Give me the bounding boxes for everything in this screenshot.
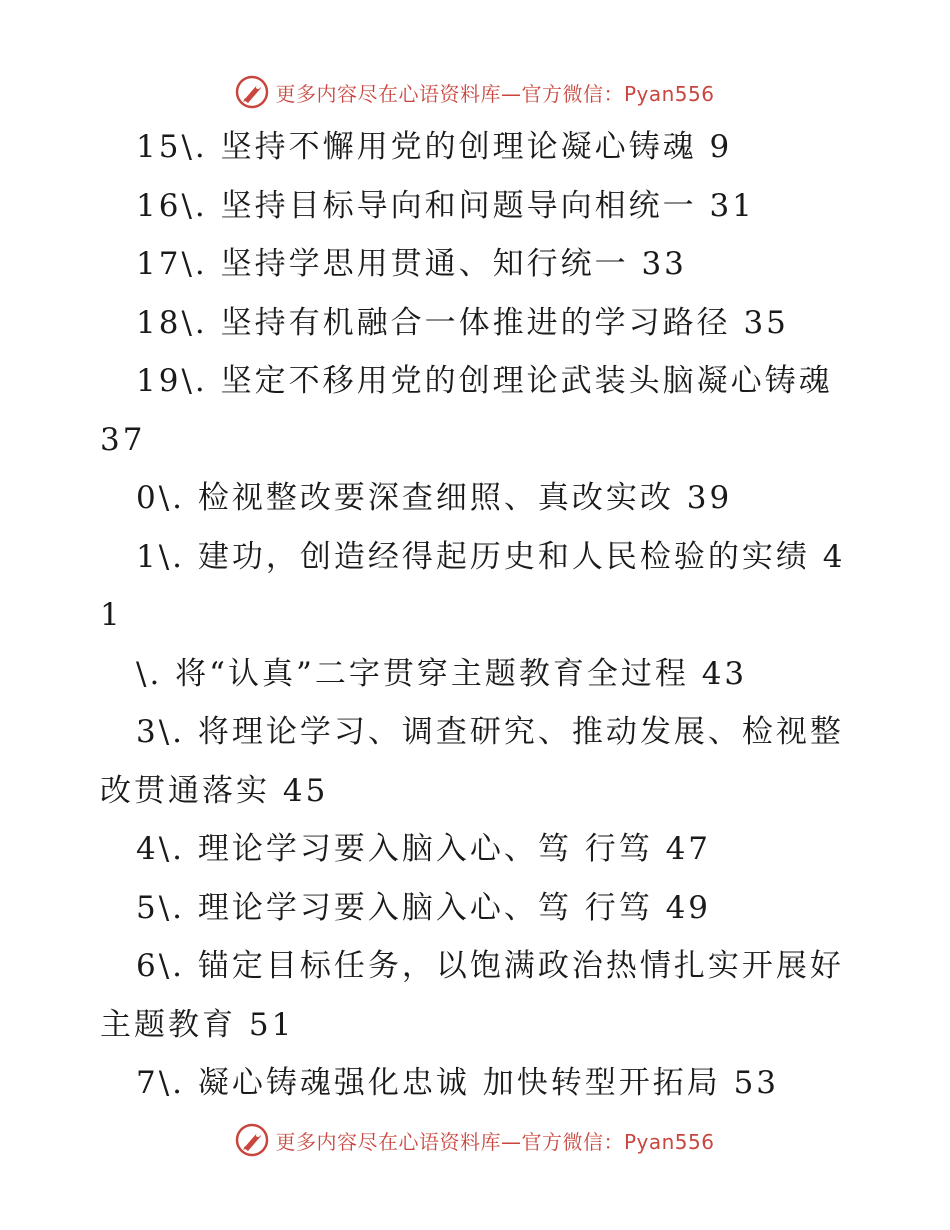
toc-list bbox=[100, 118, 860, 1113]
toc-item: 7\. 凝心铸魂强化忠诚 加快转型开拓局 53 bbox=[136, 1065, 780, 1101]
toc-item: 18\. 坚持有机融合一体推进的学习路径 35 bbox=[136, 304, 789, 341]
watermark-main: 更多内容尽在心语资料库 bbox=[275, 81, 501, 106]
toc-item: 6\. 锚定目标任务，以饱满政治热情扎实开展好主题教育 51 bbox=[100, 948, 844, 1043]
toc-item: 4\. 理论学习要入脑入心、笃 行笃 47 bbox=[136, 831, 712, 867]
footer-watermark bbox=[0, 1120, 950, 1160]
header-watermark bbox=[0, 72, 950, 112]
toc-item: 17\. 坚持学思用贯通、知行统一 33 bbox=[136, 246, 687, 282]
watermark-separator: — bbox=[500, 1129, 522, 1154]
watermark-suffix: 官方微信：Pyan556 bbox=[521, 1129, 715, 1154]
watermark-text bbox=[275, 1126, 714, 1155]
pen-nib-logo-icon bbox=[235, 1123, 269, 1157]
toc-item: 0\. 检视整改要深查细照、真改实改 39 bbox=[136, 480, 733, 516]
toc-item: 5\. 理论学习要入脑入心、笃 行笃 49 bbox=[136, 889, 712, 926]
toc-item: 19\. 坚定不移用党的创理论武装头脑凝心铸魂 37 bbox=[100, 363, 833, 458]
pen-nib-logo-icon bbox=[235, 75, 269, 109]
watermark-text bbox=[275, 78, 714, 107]
watermark-main: 更多内容尽在心语资料库 bbox=[275, 1129, 501, 1154]
toc-item: \. 将“认真”二字贯穿主题教育全过程 43 bbox=[136, 655, 748, 692]
toc-item: 15\. 坚持不懈用党的创理论凝心铸魂 9 bbox=[136, 129, 733, 165]
toc-item: 3\. 将理论学习、调查研究、推动发展、检视整改贯通落实 45 bbox=[100, 714, 844, 809]
watermark-separator: — bbox=[500, 81, 522, 106]
toc-item: 1\. 建功，创造经得起历史和人民检验的实绩 41 bbox=[100, 538, 846, 633]
watermark-suffix: 官方微信：Pyan556 bbox=[521, 81, 715, 106]
toc-item: 16\. 坚持目标导向和问题导向相统一 31 bbox=[136, 187, 755, 224]
